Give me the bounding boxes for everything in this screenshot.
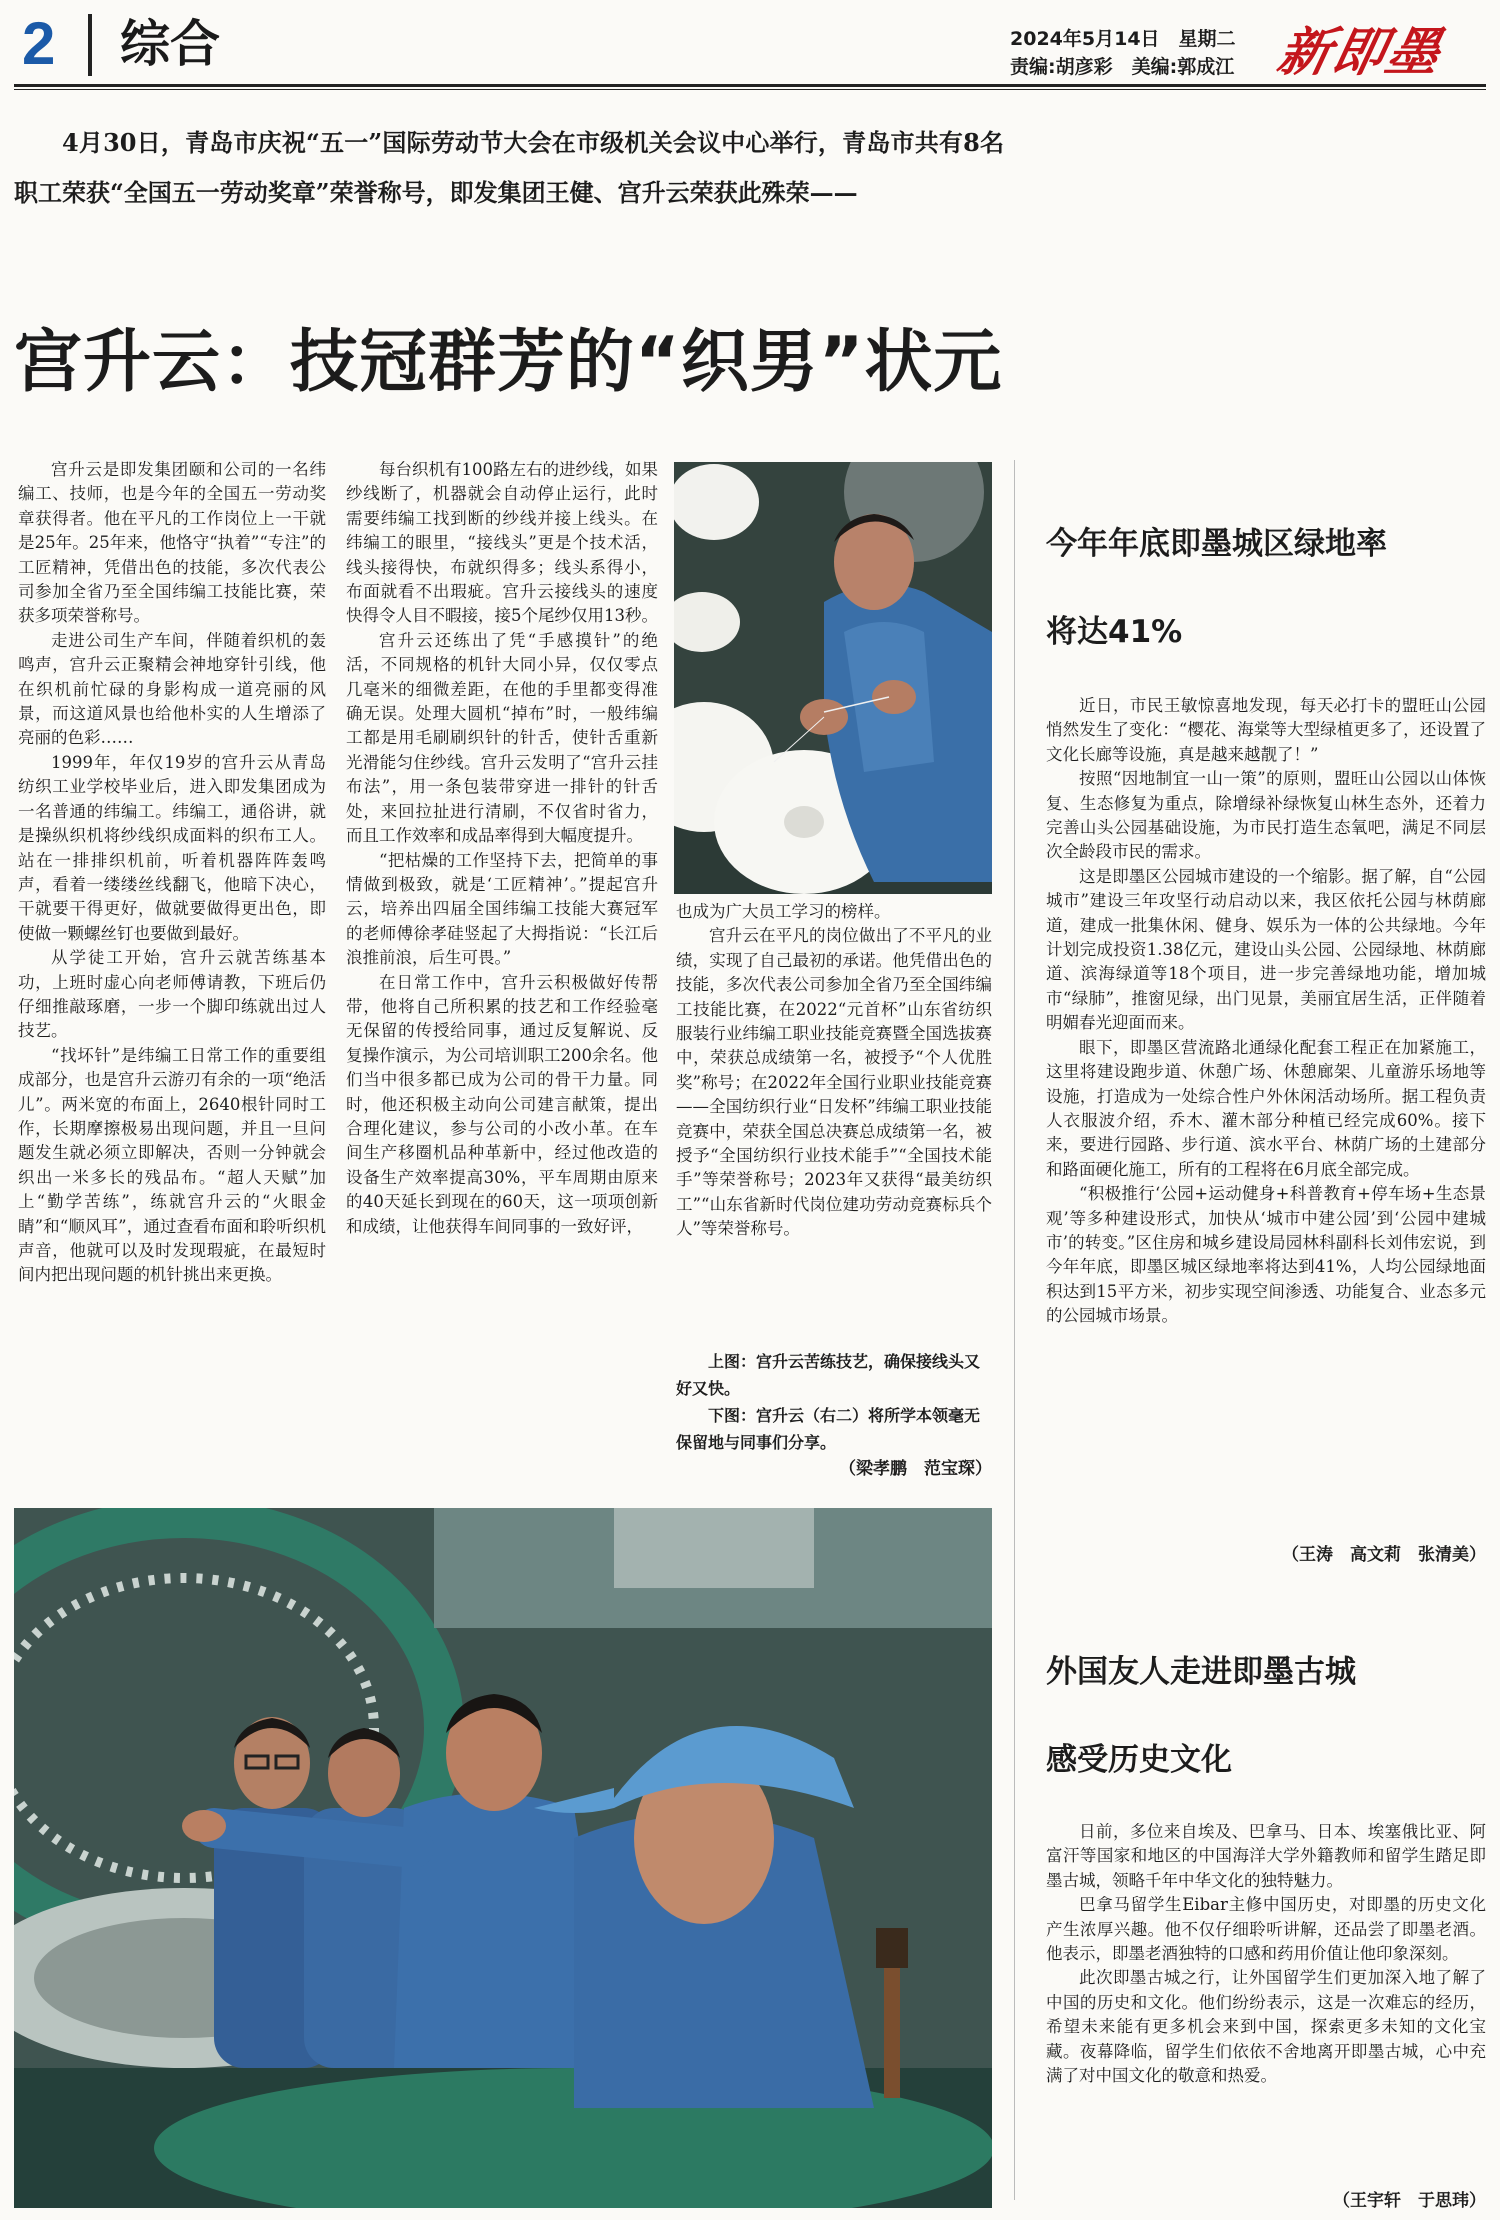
page-number: 2	[22, 10, 56, 77]
right-article-2-body	[1046, 1820, 1486, 2088]
header-rule-thin	[14, 89, 1486, 90]
right-article-2-credit: （王宇轩 于思玮）	[1333, 2191, 1486, 2211]
caption-bottom: 下图：宫升云（右二）将所学本领毫无保留地与同事们分享。	[676, 1406, 981, 1452]
editor-credits: 责编:胡彦彩 美编:郭成江	[1010, 56, 1235, 78]
paragraph: 此次即墨古城之行，让外国留学生们更加深入地了解了中国的历史和文化。他们纷纷表示，这是一次难忘的经历，希望未来能有更多机会来到中国，探索更多未知的文化宝藏。夜幕降临，留学生们依依不舍地离开即墨古城，心中充满了对中国文化的敬意和热爱。	[1046, 1968, 1486, 2086]
paragraph: 巴拿马留学生Eibar主修中国历史，对即墨的历史文化产生浓厚兴趣。他不仅仔细聆听讲解，还品尝了即墨老酒。他表示，即墨老酒独特的口感和药用价值让他印象深刻。	[1046, 1895, 1486, 1964]
paragraph: “找坏针”是纬编工日常工作的重要组成部分，也是宫升云游刃有余的一项“绝活儿”。两米宽的布面上，2640根针同时工作，长期摩擦极易出现问题，并且一旦问题发生就必须立即解决，否则一分钟就会织出一米多长的残品布。“超人天赋”加上“勤学苦练”，练就宫升云的“火眼金睛”和“顺风耳”，通过查看布面和聆听织机声音，他就可以及时发现瑕疵，在最短时间内把出现问题的机针挑出来更换。	[18, 1045, 326, 1285]
paragraph: 日前，多位来自埃及、巴拿马、日本、埃塞俄比亚、阿富汗等国家和地区的中国海洋大学外籍教师和留学生踏足即墨古城，领略千年中华文化的独特魅力。	[1046, 1822, 1486, 1890]
article-column-1	[18, 458, 326, 1288]
newspaper-logo: 新即墨	[1272, 22, 1448, 83]
right-article-2-title-line2: 感受历史文化	[1046, 1742, 1232, 1778]
photo-captions	[676, 1348, 992, 1456]
article-credit: （梁孝鹏 范宝琛）	[839, 1459, 992, 1479]
caption-top: 上图：宫升云苦练技艺，确保接线头又好又快。	[676, 1352, 981, 1398]
right-article-2-title-line1: 外国友人走进即墨古城	[1046, 1654, 1356, 1690]
paragraph: 每台织机有100路左右的进纱线，如果纱线断了，机器就会自动停止运行，此时需要纬编工找到断的纱线并接上线头。在纬编工的眼里，“接线头”更是个技术活，线头接得快，布就织得多；线头系得小，布面就看不出瑕疵。宫升云接线头的速度快得令人目不暇接，接5个尾纱仅用13秒。	[346, 460, 658, 626]
paragraph: “积极推行‘公园+运动健身+科普教育+停车场+生态景观’等多种建设形式，加快从‘城市中建公园’到‘公园中建城市’的转变。”区住房和城乡建设局园林科副科长刘伟宏说，到今年年底，即墨区城区绿地率将达到41%，人均公园绿地面积达到15平方米，初步实现空间渗透、功能复合、业态多元的公园城市场景。	[1046, 1184, 1486, 1326]
right-article-1-body	[1046, 694, 1486, 1329]
article-column-2	[346, 458, 658, 1239]
right-article-1-title-line2: 将达41%	[1046, 614, 1183, 650]
lead-paragraph: 4月30日，青岛市庆祝“五一”国际劳动节大会在市级机关会议中心举行，青岛市共有8名职工荣获“全国五一劳动奖章”荣誉称号，即发集团王健、宫升云荣获此殊荣——	[14, 128, 1004, 207]
article-column-3	[676, 900, 992, 1242]
paragraph: 这是即墨区公园城市建设的一个缩影。据了解，自“公园城市”建设三年攻坚行动启动以来，我区依托公园与林荫廊道，建成一批集休闲、健身、娱乐为一体的公共绿地。今年计划完成投资1.38亿元，建设山头公园、公园绿地、林荫廊道、滨海绿道等18个项目，进一步完善绿地功能，增加城市“绿肺”，推窗见绿，出门见景，美丽宜居生活，正伴随着明媚春光迎面而来。	[1046, 866, 1486, 1033]
worker-threading-photo	[674, 462, 992, 894]
paragraph: 走进公司生产车间，伴随着织机的轰鸣声，宫升云正聚精会神地穿针引线，他在织机前忙碌的身影构成一道亮丽的风景，而这道风景也给他朴实的人生增添了亮丽的色彩……	[18, 630, 326, 748]
paragraph: “把枯燥的工作坚持下去，把简单的事情做到极致，就是‘工匠精神’。”提起宫升云，培养出四届全国纬编工技能大赛冠军的老师傅徐孝硅竖起了大拇指说：“长江后浪推前浪，后生可畏。”	[346, 850, 658, 968]
header-rule	[14, 84, 1486, 87]
main-headline: 宫升云：技冠群芳的“织男”状元	[14, 323, 1003, 402]
paragraph: 宫升云还练出了凭“手感摸针”的绝活，不同规格的机针大同小异，仅仅零点几毫米的细微差距，在他的手里都变得准确无误。处理大圆机“掉布”时，一般纬编工都是用毛刷刷织针的针舌，使针舌重新光滑能匀住纱线。宫升云发明了“宫升云挂布法”，用一条包装带穿进一排针的针舌处，来回拉扯进行清刷，不仅省时省力，而且工作效率和成品率得到大幅度提升。	[346, 630, 658, 846]
right-article-1-credit: （王涛 高文莉 张清美）	[1282, 1545, 1486, 1565]
photo-illustration	[14, 1508, 992, 2208]
paragraph: 宫升云在平凡的岗位做出了不平凡的业绩，实现了自己最初的承诺。他凭借出色的技能，多次代表公司参加全省乃至全国纬编工技能比赛，在2022“元首杯”山东省纺织服装行业纬编工职业技能竞赛暨全国选拔赛中，荣获总成绩第一名，被授予“个人优胜奖”称号；在2022年全国行业职业技能竞赛——全国纺织行业“日发杯”纬编工职业技能竞赛中，荣获全国总决赛总成绩第一名，被授予“全国纺织行业技术能手”“全国技术能手”等荣誉称号；2023年又获得“最美纺织工”“山东省新时代岗位建功劳动竞赛标兵个人”等荣誉称号。	[676, 926, 992, 1239]
team-sharing-photo	[14, 1508, 992, 2208]
paragraph: 也成为广大员工学习的榜样。	[676, 902, 891, 921]
paragraph: 1999年，年仅19岁的宫升云从青岛纺织工业学校毕业后，进入即发集团成为一名普通的纬编工。纬编工，通俗讲，就是操纵织机将纱线织成面料的织布工人。站在一排排织机前，听着机器阵阵轰鸣声，看着一缕缕丝线翻飞，他暗下决心，干就要干得更好，做就要做得更出色，即使做一颗螺丝钉也要做到最好。	[18, 752, 326, 943]
paragraph: 近日，市民王敏惊喜地发现，每天必打卡的盟旺山公园悄然发生了变化：“樱花、海棠等大型绿植更多了，还设置了文化长廊等设施，真是越来越靓了！”	[1046, 696, 1486, 764]
paragraph: 按照“因地制宜一山一策”的原则，盟旺山公园以山体恢复、生态修复为重点，除增绿补绿恢复山林生态外，还着力完善山头公园基础设施，为市民打造生态氧吧，满足不同层次全龄段市民的需求。	[1046, 769, 1486, 862]
paragraph: 宫升云是即发集团颐和公司的一名纬编工、技师，也是今年的全国五一劳动奖章获得者。他在平凡的工作岗位上一干就是25年。25年来，他恪守“执着”“专注”的工匠精神，凭借出色的技能，多次代表公司参加全省乃至全国纬编工技能比赛，荣获多项荣誉称号。	[18, 460, 326, 626]
paragraph: 从学徒工开始，宫升云就苦练基本功，上班时虚心向老师傅请教，下班后仍仔细推敲琢磨，一步一个脚印练就出过人技艺。	[18, 948, 326, 1041]
column-separator	[1014, 460, 1015, 2200]
header-divider	[88, 14, 92, 76]
section-title: 综合	[120, 15, 220, 73]
paragraph: 眼下，即墨区营流路北通绿化配套工程正在加紧施工，这里将建设跑步道、休憩广场、休憩廊架、儿童游乐场地等设施，打造成为一处综合性户外休闲活动场所。据工程负责人衣服波介绍，乔木、灌木部分种植已经完成60%。接下来，要进行园路、步行道、滨水平台、林荫广场的土建部分和路面硬化施工，所有的工程将在6月底全部完成。	[1046, 1037, 1486, 1179]
right-article-1-title-line1: 今年年底即墨城区绿地率	[1046, 526, 1387, 562]
paragraph: 在日常工作中，宫升云积极做好传帮带，他将自己所积累的技艺和工作经验毫无保留的传授给同事，通过反复解说、反复操作演示，为公司培训职工200余名。他们当中很多都已成为公司的骨干力量。同时，他还积极主动向公司建言献策，提出合理化建议，参与公司的小改小革。在车间生产移圈机品种革新中，经过他改造的设备生产效率提高30%，平车周期由原来的40天延长到现在的60天，这一项项创新和成绩，让他获得车间同事的一致好评，	[346, 972, 658, 1236]
photo-illustration	[674, 462, 992, 894]
issue-date: 2024年5月14日 星期二	[1010, 28, 1236, 50]
